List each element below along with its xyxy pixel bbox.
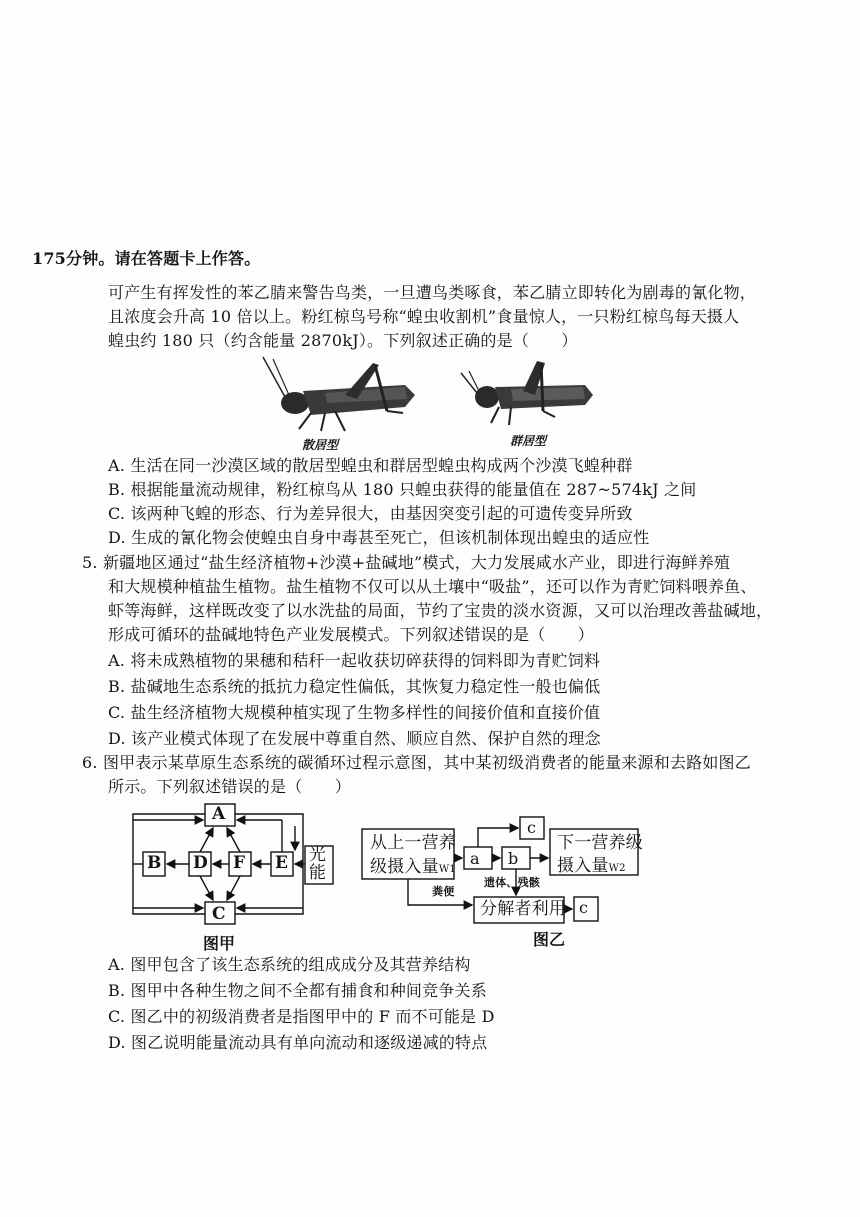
q4-option-b: B. 根据能量流动规律，粉红椋鸟从 180 只蝗虫获得的能量值在 287~574kJ 之间 (108, 480, 697, 499)
upper-level-intake-line-1: 从上一营养 (370, 833, 456, 853)
q5-stem-line-1: 5. 新疆地区通过“盐生经济植物+沙漠+盐碱地”模式，大力发展咸水产业，即进行海鲜养殖 (82, 553, 731, 572)
node-a-label: A (212, 804, 226, 824)
q6-option-b: B. 图甲中各种生物之间不全都有捕食和种间竞争关系 (108, 981, 487, 1000)
caption-scattered: 散居型 (302, 438, 339, 452)
q4-option-d: D. 生成的氰化物会使蝗虫自身中毒甚至死亡，但该机制体现出蝗虫的适应性 (108, 528, 650, 547)
remains-label: 遗体、残骸 (484, 876, 540, 889)
q5-option-b: B. 盐碱地生态系统的抵抗力稳定性偏低，其恢复力稳定性一般也偏低 (108, 677, 601, 696)
q5-option-c: C. 盐生经济植物大规模种植实现了生物多样性的间接价值和直接价值 (108, 703, 601, 722)
label-c-top: c (527, 818, 537, 837)
gregarious-locust-illustration (461, 361, 593, 425)
q6-stem-line-1: 6. 图甲表示某草原生态系统的碳循环过程示意图，其中某初级消费者的能量来源和去路如图乙 (82, 753, 751, 772)
upper-level-intake-text: 级摄入量 (370, 857, 439, 877)
feces-label: 粪便 (432, 885, 455, 898)
next-level-intake-line-2 (557, 855, 626, 880)
node-e-label: E (275, 853, 288, 873)
exam-time-note: 175分钟。请在答题卡上作答。 (32, 249, 261, 268)
q5-option-d: D. 该产业模式体现了在发展中尊重自然、顺应自然、保护自然的理念 (108, 729, 601, 748)
q4-stem-line-2: 且浓度会升高 10 倍以上。粉红椋鸟号称“蝗虫收割机”食量惊人，一只粉红椋鸟每天摄人 (108, 307, 740, 326)
decomposer-label: 分解者利用 (480, 899, 566, 919)
node-b-label: B (147, 853, 162, 873)
q6-option-a: A. 图甲包含了该生态系统的组成成分及其营养结构 (108, 955, 471, 974)
q4-stem-line-3: 蝗虫约 180 只（约含能量 2870kJ）。下列叙述正确的是（ ） (108, 331, 578, 350)
q4-option-c: C. 该两种飞蝗的形态、行为差异很大，由基因突变引起的可遗传变异所致 (108, 504, 633, 523)
light-energy-label: 光能 (309, 845, 326, 883)
label-b: b (508, 849, 519, 868)
node-c-label: C (212, 904, 226, 924)
node-d-label: D (193, 853, 208, 873)
q4-stem-line-1: 可产生有挥发性的苯乙腈来警告鸟类，一旦遭鸟类啄食，苯乙腈立即转化为剧毒的氰化物， (108, 283, 757, 302)
figure-jia-caption: 图甲 (203, 934, 236, 953)
label-c-bottom: c (579, 898, 589, 917)
q6-option-d: D. 图乙说明能量流动具有单向流动和逐级递减的特点 (108, 1033, 488, 1052)
upper-level-intake-line-2 (370, 856, 456, 881)
q4-option-a: A. 生活在同一沙漠区域的散居型蝗虫和群居型蝗虫构成两个沙漠飞蝗种群 (108, 456, 633, 475)
q6-option-c: C. 图乙中的初级消费者是指图甲中的 F 而不可能是 D (108, 1007, 495, 1026)
caption-gregarious: 群居型 (510, 434, 547, 448)
next-level-intake-line-1: 下一营养级 (557, 833, 643, 853)
label-a: a (470, 849, 480, 868)
node-f-label: F (233, 853, 246, 873)
scattered-locust-illustration (263, 357, 415, 431)
figure-yi-caption: 图乙 (533, 930, 566, 949)
q5-stem-line-2: 和大规模种植盐生植物。盐生植物不仅可以从土壤中“吸盐”，还可以作为青贮饲料喂养鱼、 (108, 577, 757, 596)
next-level-intake-text: 摄入量 (557, 856, 609, 876)
q5-option-a: A. 将未成熟植物的果穗和秸秆一起收获切碎获得的饲料即为青贮饲料 (108, 651, 601, 670)
locust-figure (255, 355, 605, 435)
q5-stem-line-4: 形成可循环的盐碱地特色产业发展模式。下列叙述错误的是（ ） (108, 625, 595, 644)
q6-stem-line-2: 所示。下列叙述错误的是（ ） (108, 777, 352, 796)
q5-stem-line-3: 虾等海鲜，这样既改变了以水洗盐的局面，节约了宝贵的淡水资源，又可以治理改善盐碱地， (108, 601, 773, 620)
w1-subscript: W1 (438, 864, 456, 875)
w2-subscript: W2 (608, 863, 626, 874)
